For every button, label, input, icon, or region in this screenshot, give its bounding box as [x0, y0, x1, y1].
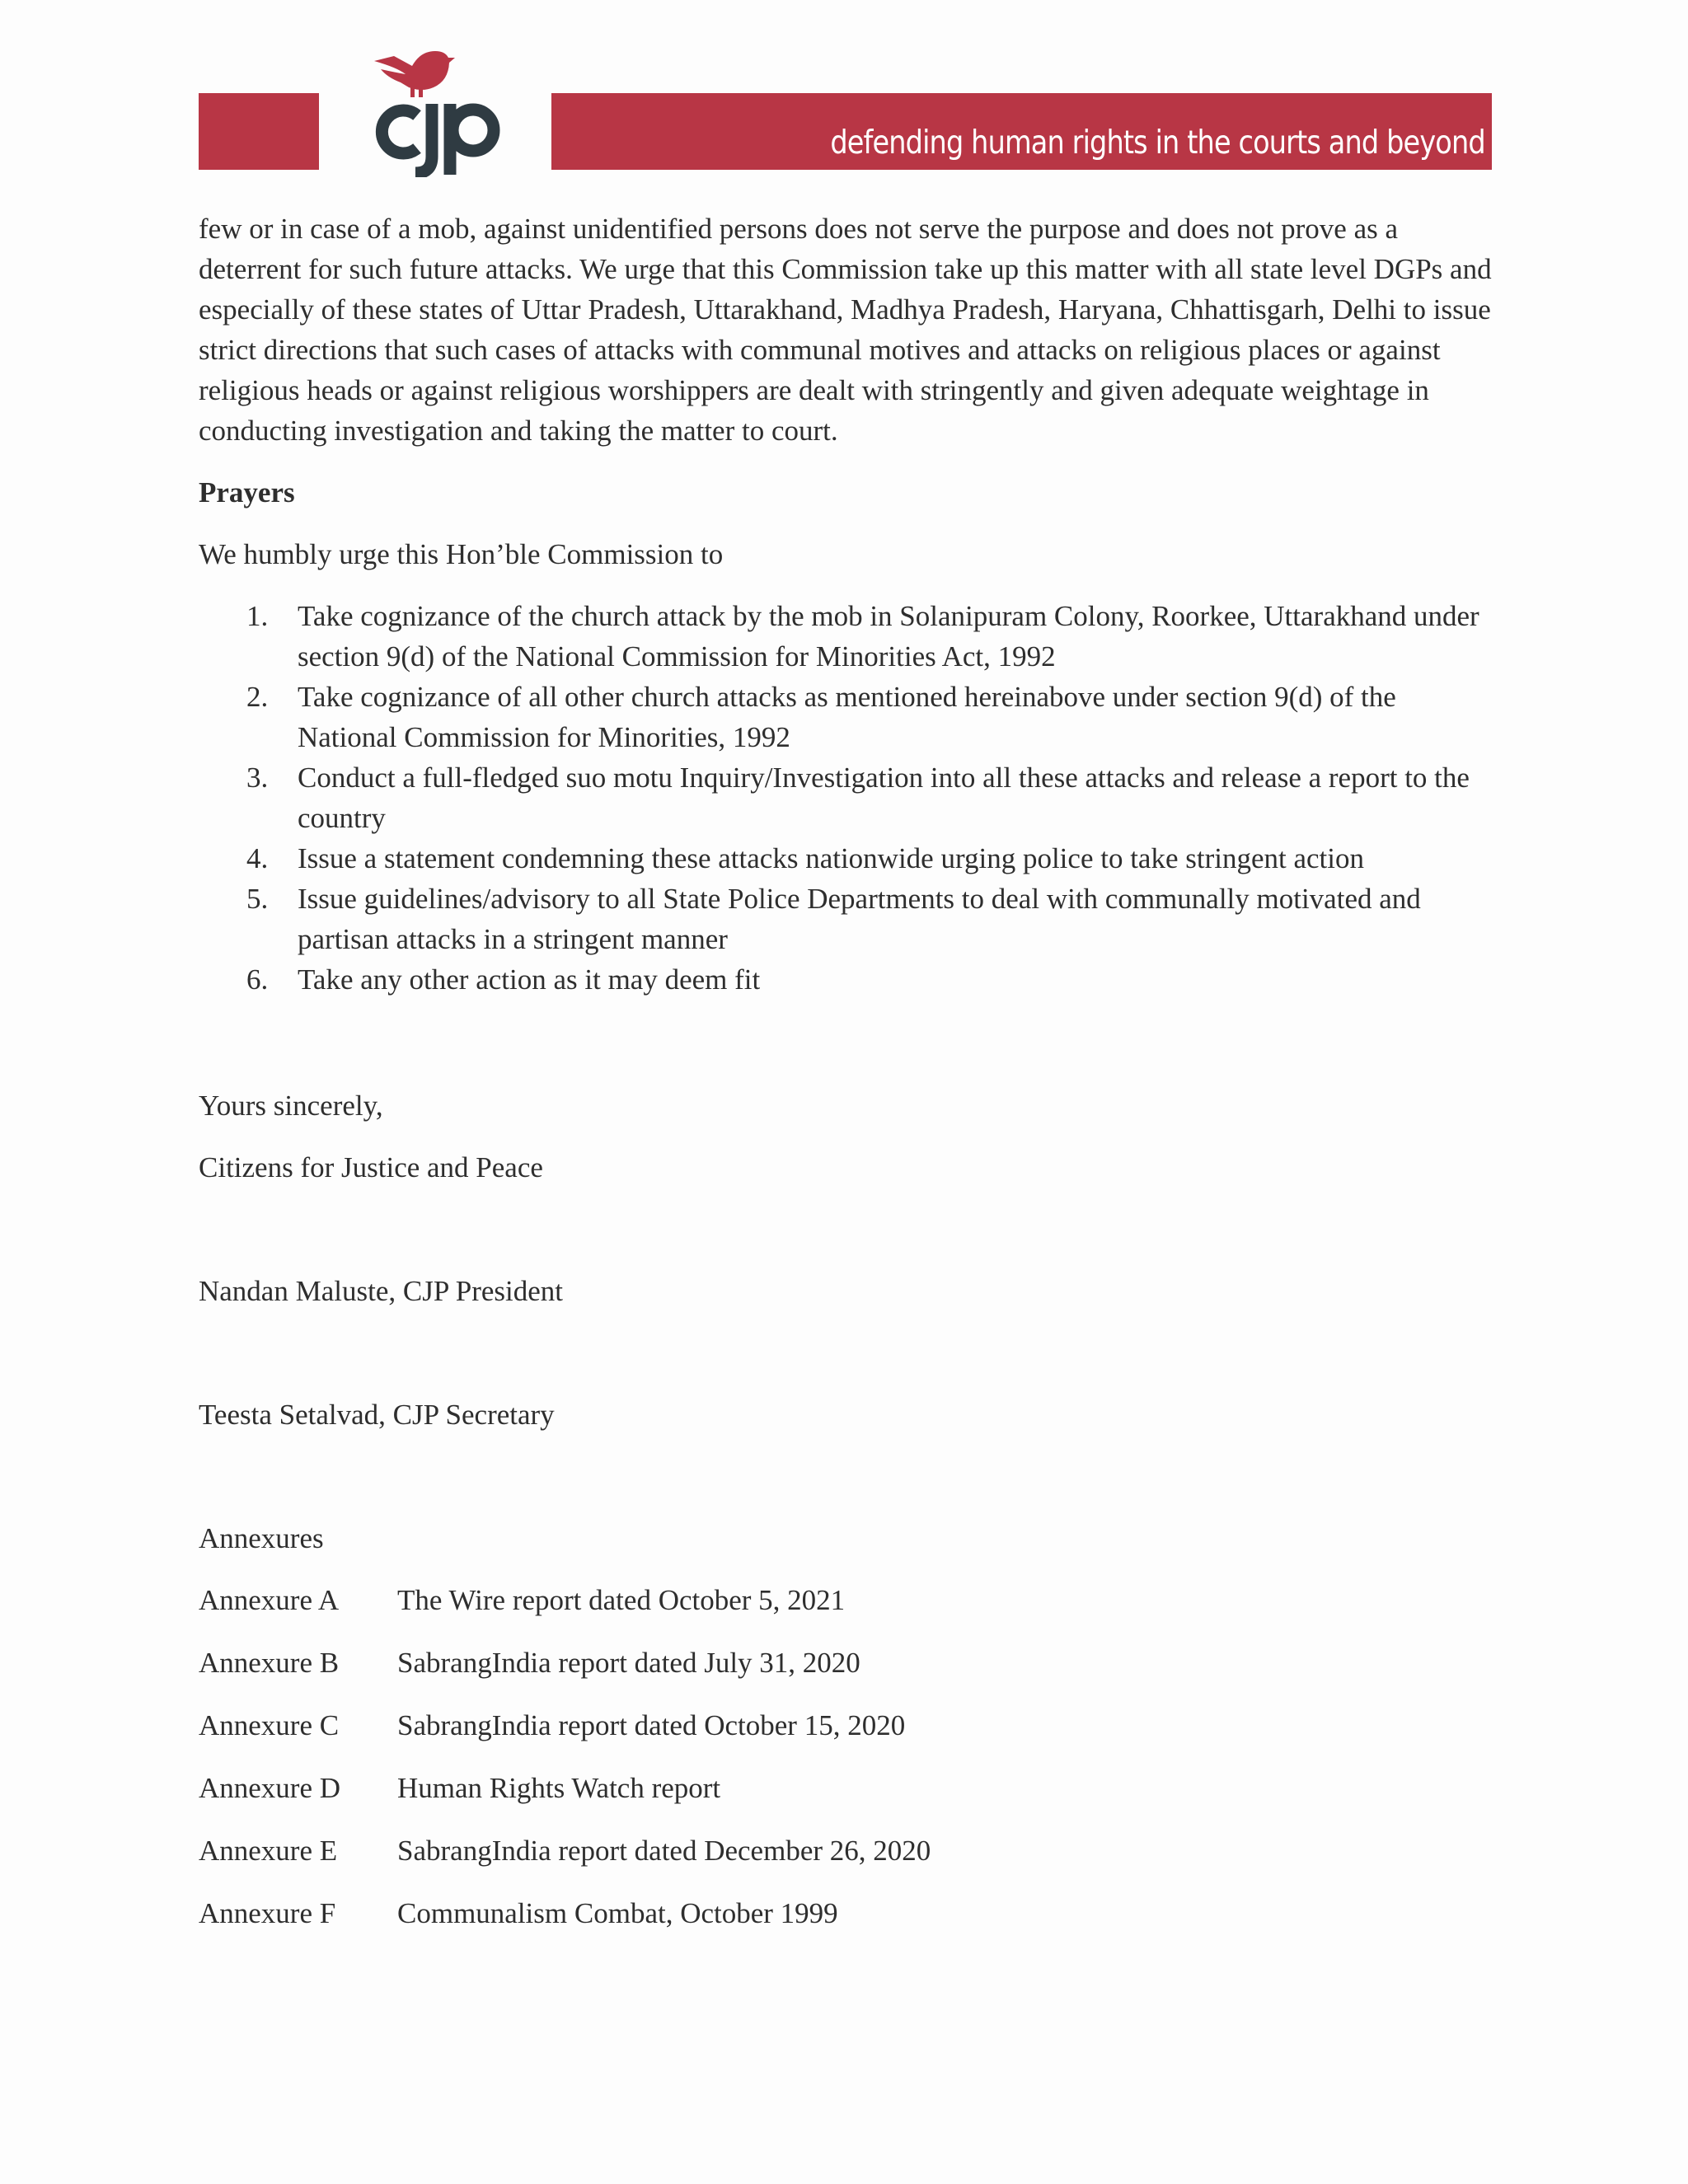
prayer-item — [199, 838, 1497, 879]
annexure-description: SabrangIndia report dated December 26, 2020 — [397, 1835, 931, 1867]
prayer-number: 5. — [246, 883, 269, 915]
annexure-label: Annexure D — [199, 1772, 341, 1804]
closing-salutation: Yours sincerely, — [199, 1090, 383, 1122]
letterhead-band-right — [551, 93, 1492, 170]
prayer-text: Take cognizance of all other church attacks as mentioned hereinabove under section 9(d) of the National Commission for Minorities, 1992 — [298, 681, 1396, 753]
letterhead-tagline: defending human rights in the courts and beyond — [830, 124, 1485, 162]
prayer-text: Issue guidelines/advisory to all State Police Departments to deal with communally motivated and partisan attacks in a stringent manner — [298, 883, 1421, 955]
prayer-item — [199, 596, 1497, 677]
annexure-description: SabrangIndia report dated July 31, 2020 — [397, 1647, 860, 1679]
signatory-secretary: Teesta Setalvad, CJP Secretary — [199, 1399, 555, 1431]
annexure-row — [199, 1893, 1497, 1933]
prayer-item — [199, 677, 1497, 757]
annexure-description: SabrangIndia report dated October 15, 2020 — [397, 1709, 906, 1741]
annexure-label: Annexure E — [199, 1835, 338, 1867]
letterhead-band-left — [199, 93, 319, 170]
prayer-text: Take any other action as it may deem fit — [298, 963, 761, 996]
annexure-row — [199, 1768, 1497, 1808]
cjp-logo-graphic — [363, 33, 511, 177]
annexures-heading: Annexures — [199, 1522, 324, 1554]
annexure-description: Communalism Combat, October 1999 — [397, 1897, 838, 1929]
prayer-text: Conduct a full-fledged suo motu Inquiry/Investigation into all these attacks and release a report to the country — [298, 762, 1470, 834]
annexure-description: The Wire report dated October 5, 2021 — [397, 1584, 846, 1616]
closing-organization: Citizens for Justice and Peace — [199, 1151, 543, 1183]
prayers-lead: We humbly urge this Hon’ble Commission to — [199, 538, 724, 570]
intro-paragraph: few or in case of a mob, against unidentified persons does not serve the purpose and does not prove as a deterrent for such future attacks. We urge that this Commission take up this matter with all state level DGPs and especially of these states of Uttar Pradesh, Uttarakhand, Madhya Pradesh, Haryana, Chhattisgarh, Delhi to issue strict directions that such cases of attacks with communal motives and attacks on religious places or against religious heads or against religious worshippers are dealt with stringently and given adequate weightage in conducting investigation and taking the matter to court. — [199, 213, 1492, 447]
annexure-label: Annexure A — [199, 1584, 340, 1616]
logo-text — [511, 33, 512, 34]
prayer-text: Issue a statement condemning these attacks nationwide urging police to take stringent action — [298, 842, 1364, 874]
annexure-label: Annexure B — [199, 1647, 340, 1679]
annexure-description: Human Rights Watch report — [397, 1772, 721, 1804]
annexure-row — [199, 1705, 1497, 1746]
prayers-heading: Prayers — [199, 476, 295, 509]
letter-body — [199, 209, 1497, 1956]
prayer-number: 3. — [246, 762, 269, 794]
prayer-item — [199, 959, 1497, 1000]
prayer-text: Take cognizance of the church attack by the mob in Solanipuram Colony, Roorkee, Uttarakhand under section 9(d) of the National Commission for Minorities Act, 1992 — [298, 600, 1479, 673]
prayer-item — [199, 757, 1497, 838]
letterhead — [0, 0, 1688, 181]
annexure-row — [199, 1830, 1497, 1871]
prayer-number: 4. — [246, 842, 269, 874]
prayers-list — [199, 596, 1497, 1000]
prayer-number: 6. — [246, 963, 269, 996]
prayer-item — [199, 879, 1497, 959]
prayer-number: 1. — [246, 600, 269, 632]
prayer-number: 2. — [246, 681, 269, 713]
annexure-label: Annexure C — [199, 1709, 340, 1741]
signatory-president: Nandan Maluste, CJP President — [199, 1275, 563, 1307]
bird-icon — [374, 51, 455, 97]
annexure-row — [199, 1643, 1497, 1683]
annexure-label: Annexure F — [199, 1897, 336, 1929]
cjp-logo — [363, 33, 511, 177]
annexure-row — [199, 1580, 1497, 1620]
annexures-list — [199, 1580, 1497, 1933]
